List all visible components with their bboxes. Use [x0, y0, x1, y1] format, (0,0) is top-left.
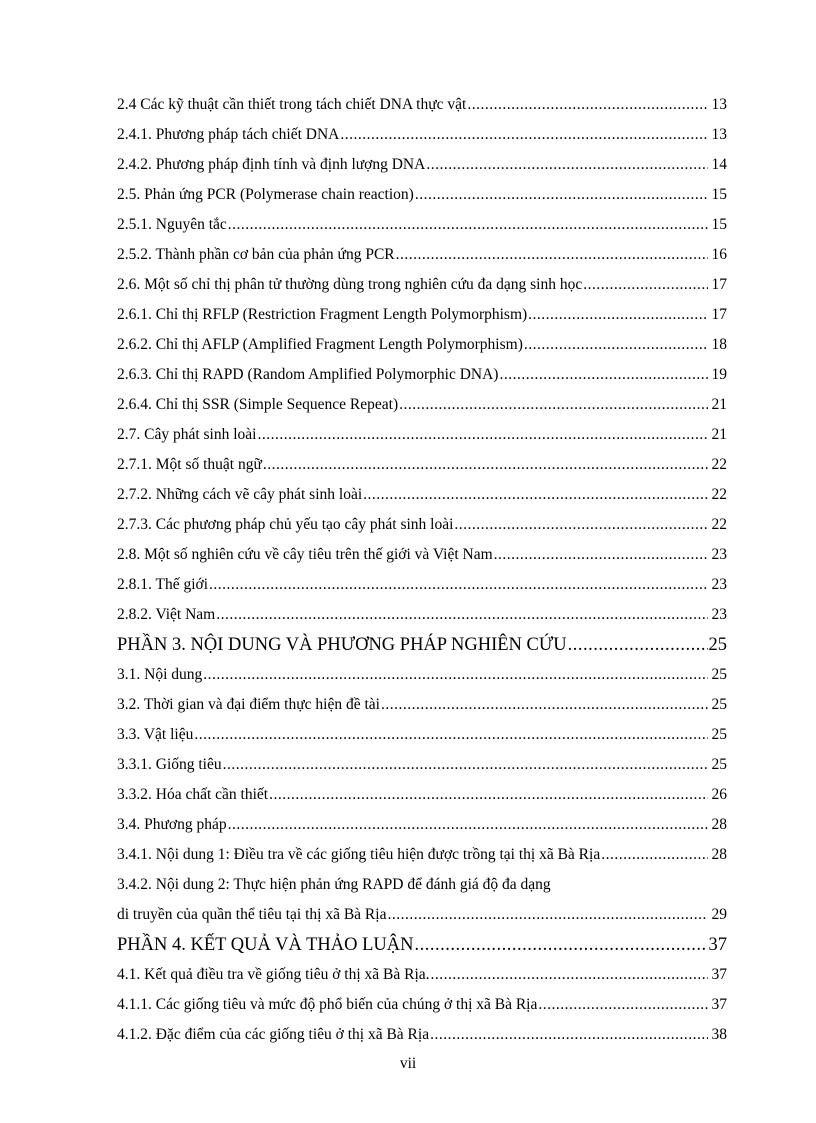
- dot-leader: [499, 366, 708, 384]
- toc-entry-title: 3.4. Phương pháp: [117, 816, 227, 833]
- toc-entry-title: 2.7. Cây phát sinh loài: [117, 426, 257, 443]
- dot-leader: [228, 216, 708, 234]
- dot-leader: [209, 576, 708, 594]
- toc-entry-page: 22: [711, 486, 727, 503]
- toc-entry: [117, 210, 727, 240]
- dot-leader: [583, 276, 708, 294]
- toc-entry: [117, 360, 727, 390]
- dot-leader: [381, 696, 708, 714]
- toc-entry-page: 21: [711, 396, 727, 413]
- toc-entry-title: 3.3.1. Giống tiêu: [117, 756, 222, 773]
- toc-entry-page: 29: [711, 906, 727, 923]
- toc-entry-title: 2.6.4. Chỉ thị SSR (Simple Sequence Repeat): [117, 396, 399, 413]
- dot-leader: [203, 666, 708, 684]
- table-of-contents: [117, 90, 727, 1050]
- dot-leader: [363, 486, 708, 504]
- dot-leader: [538, 996, 708, 1014]
- toc-entry-title: 2.5.2. Thành phần cơ bản của phản ứng PCR: [117, 246, 395, 263]
- toc-entry-page: 16: [711, 246, 727, 263]
- dot-leader: [467, 96, 708, 114]
- toc-entry-page: 38: [711, 1026, 727, 1043]
- toc-entry-page: 25: [711, 756, 727, 773]
- toc-entry-page: 13: [711, 96, 727, 113]
- dot-leader: [454, 516, 708, 534]
- dot-leader: [387, 906, 708, 924]
- toc-entry: [117, 780, 727, 810]
- toc-entry-page: 15: [711, 186, 727, 203]
- dot-leader: [399, 396, 708, 414]
- toc-entry: [117, 720, 727, 750]
- toc-entry-page: 23: [711, 576, 727, 593]
- toc-entry: [117, 570, 727, 600]
- toc-entry: [117, 240, 727, 270]
- toc-entry: [117, 180, 727, 210]
- toc-part-heading: [117, 630, 727, 660]
- dot-leader: [524, 336, 708, 354]
- toc-entry-title: 4.1.2. Đặc điểm của các giống tiêu ở thị xã Bà Rịa: [117, 1026, 430, 1043]
- toc-entry-title: 2.6.3. Chỉ thị RAPD (Random Amplified Polymorphic DNA): [117, 366, 499, 383]
- toc-entry: [117, 150, 727, 180]
- toc-entry-page: 26: [711, 786, 727, 803]
- dot-leader: [228, 816, 708, 834]
- toc-entry: [117, 810, 727, 840]
- toc-entry: [117, 450, 727, 480]
- toc-entry: [117, 420, 727, 450]
- dot-leader: [194, 726, 708, 744]
- toc-entry-title: PHẦN 3. NỘI DUNG VÀ PHƯƠNG PHÁP NGHIÊN CỨU: [117, 634, 567, 655]
- toc-entry-title: 2.8. Một số nghiên cứu về cây tiêu trên thế giới và Việt Nam: [117, 546, 493, 563]
- toc-entry-title: 2.6. Một số chỉ thị phân tử thường dùng trong nghiên cứu đa dạng sinh học: [117, 276, 583, 293]
- dot-leader: [263, 456, 708, 474]
- toc-part-heading: [117, 930, 727, 960]
- dot-leader: [528, 306, 708, 324]
- dot-leader: [430, 1026, 708, 1044]
- toc-entry-title: 2.7.1. Một số thuật ngữ: [117, 456, 262, 473]
- toc-entry-page: 22: [711, 456, 727, 473]
- toc-entry-page: 19: [711, 366, 727, 383]
- toc-entry: [117, 270, 727, 300]
- toc-entry: [117, 120, 727, 150]
- toc-entry-continuation: [117, 900, 727, 930]
- toc-entry-page: 28: [711, 846, 727, 863]
- toc-entry-page: 23: [711, 546, 727, 563]
- dot-leader: [396, 246, 708, 264]
- dot-leader: [601, 846, 708, 864]
- dot-leader: [494, 546, 708, 564]
- toc-entry: [117, 390, 727, 420]
- toc-entry-page: 18: [711, 336, 727, 353]
- toc-entry-page: 23: [711, 606, 727, 623]
- toc-entry-title: 3.3.2. Hóa chất cần thiết: [117, 786, 269, 803]
- toc-entry-title: di truyền của quần thể tiêu tại thị xã Bà Rịa: [117, 906, 387, 923]
- toc-entry-page: 25: [711, 666, 727, 683]
- toc-entry-title: 3.1. Nội dung: [117, 666, 203, 683]
- toc-entry: [117, 480, 727, 510]
- toc-entry-title: 3.4.2. Nội dung 2: Thực hiện phản ứng RAPD để đánh giá độ đa dạng: [117, 876, 551, 893]
- toc-entry-title: 2.7.2. Những cách vẽ cây phát sinh loài: [117, 486, 363, 503]
- toc-entry: [117, 840, 727, 870]
- toc-entry: [117, 90, 727, 120]
- toc-entry-page: 21: [711, 426, 727, 443]
- dot-leader: [223, 756, 708, 774]
- toc-entry-title: PHẦN 4. KẾT QUẢ VÀ THẢO LUẬN: [117, 934, 414, 955]
- dot-leader: [269, 786, 708, 804]
- toc-entry-page: 37: [711, 966, 727, 983]
- dot-leader: [426, 156, 708, 174]
- toc-entry-title: 2.5.1. Nguyên tắc: [117, 216, 227, 233]
- toc-entry-title: 3.2. Thời gian và đại điểm thực hiện đề tài: [117, 696, 380, 713]
- toc-entry: [117, 330, 727, 360]
- toc-entry-title: 2.5. Phản ứng PCR (Polymerase chain reaction): [117, 186, 414, 203]
- toc-entry-page: 22: [711, 516, 727, 533]
- toc-entry: [117, 1020, 727, 1050]
- page-number: vii: [399, 1055, 417, 1072]
- dot-leader: [415, 935, 708, 956]
- toc-entry-page: 17: [711, 306, 727, 323]
- dot-leader: [340, 126, 708, 144]
- toc-entry: [117, 660, 727, 690]
- toc-entry-title: 2.6.1. Chỉ thị RFLP (Restriction Fragment Length Polymorphism): [117, 306, 528, 323]
- toc-entry-page: 25: [711, 726, 727, 743]
- toc-entry-page: 37: [708, 934, 727, 955]
- toc-entry-page: 37: [711, 996, 727, 1013]
- dot-leader: [431, 966, 708, 984]
- toc-entry: [117, 300, 727, 330]
- toc-entry-title: 2.7.3. Các phương pháp chủ yếu tạo cây phát sinh loài: [117, 516, 454, 533]
- toc-entry-page: 17: [711, 276, 727, 293]
- toc-entry-title: 2.4.2. Phương pháp định tính và định lượng DNA: [117, 156, 426, 173]
- toc-entry-page: 25: [711, 696, 727, 713]
- dot-leader: [216, 606, 708, 624]
- toc-entry-title: 2.8.1. Thế giới: [117, 576, 209, 593]
- toc-entry-page: 13: [711, 126, 727, 143]
- toc-entry-title: 3.4.1. Nội dung 1: Điều tra về các giống tiêu hiện được trồng tại thị xã Bà Rịa: [117, 846, 601, 863]
- toc-entry-page: 14: [711, 156, 727, 173]
- toc-entry: [117, 750, 727, 780]
- toc-entry: [117, 540, 727, 570]
- toc-entry-title: 2.8.2. Việt Nam: [117, 606, 216, 623]
- dot-leader: [415, 186, 708, 204]
- toc-entry-title: 3.3. Vật liệu: [117, 726, 194, 743]
- toc-entry: [117, 510, 727, 540]
- toc-entry-page: 25: [708, 634, 727, 655]
- toc-entry: [117, 960, 727, 990]
- toc-entry-title: 2.4.1. Phương pháp tách chiết DNA: [117, 126, 340, 143]
- toc-entry: [117, 990, 727, 1020]
- toc-entry-title: 2.6.2. Chỉ thị AFLP (Amplified Fragment Length Polymorphism): [117, 336, 523, 353]
- toc-entry-title: 2.4 Các kỹ thuật cần thiết trong tách chiết DNA thực vật: [117, 96, 467, 113]
- toc-entry: [117, 600, 727, 630]
- toc-entry-title: 4.1.1. Các giống tiêu và mức độ phổ biến của chúng ở thị xã Bà Rịa: [117, 996, 538, 1013]
- toc-entry-title: 4.1. Kết quả điều tra về giống tiêu ở thị xã Bà Rịa.: [117, 966, 430, 983]
- dot-leader: [568, 635, 708, 656]
- toc-entry-page: 28: [711, 816, 727, 833]
- dot-leader: [258, 426, 709, 444]
- toc-entry-page: 15: [711, 216, 727, 233]
- toc-entry-first-line: [117, 870, 727, 900]
- toc-entry: [117, 690, 727, 720]
